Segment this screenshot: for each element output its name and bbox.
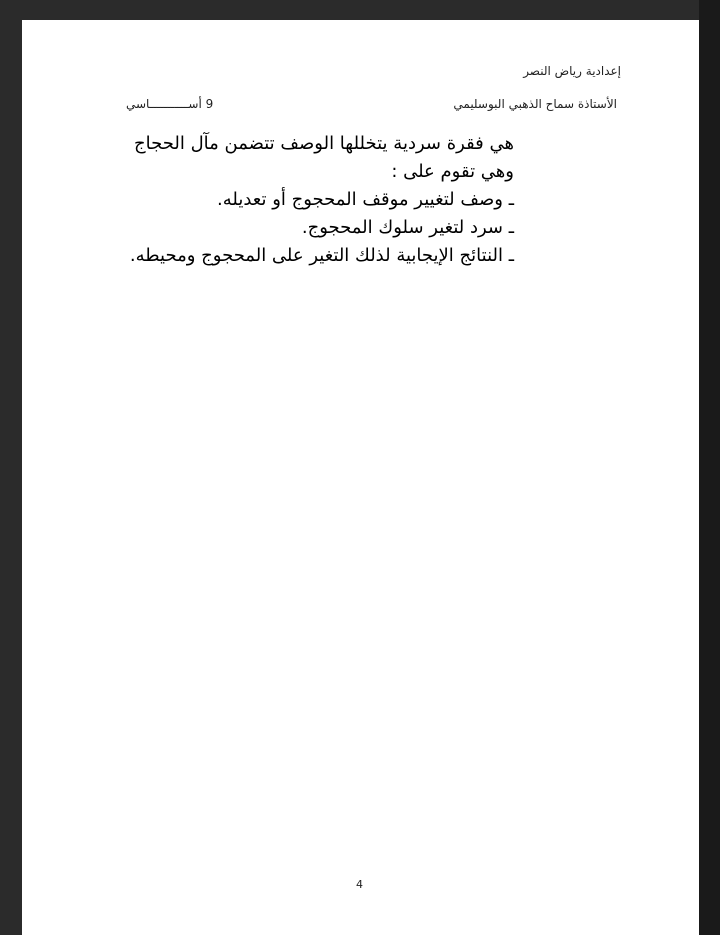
- lesson-line-definition: هي فقرة سردية يتخللها الوصف تتضمن مآل الحجاج: [134, 133, 514, 154]
- page-number: 4: [356, 878, 363, 891]
- viewer-edge: [699, 0, 720, 935]
- lesson-line-intro: وهي تقوم على :: [391, 161, 514, 182]
- lesson-line-item-2: ـ سرد لتغير سلوك المحجوج.: [301, 217, 514, 238]
- lesson-line-item-3: ـ النتائج الإيجابية لذلك التغير على المحجوج ومحيطه.: [129, 245, 514, 266]
- lesson-line-item-1: ـ وصف لتغيير موقف المحجوج أو تعديله.: [216, 189, 514, 210]
- class-level: 9 أســـــــــــاسي: [126, 97, 214, 111]
- document-page: [22, 20, 699, 935]
- teacher-name: الأستاذة سماح الذهبي البوسليمي: [453, 97, 617, 111]
- school-name: إعدادية رياض النصر: [523, 64, 621, 78]
- lesson-body: [114, 130, 514, 270]
